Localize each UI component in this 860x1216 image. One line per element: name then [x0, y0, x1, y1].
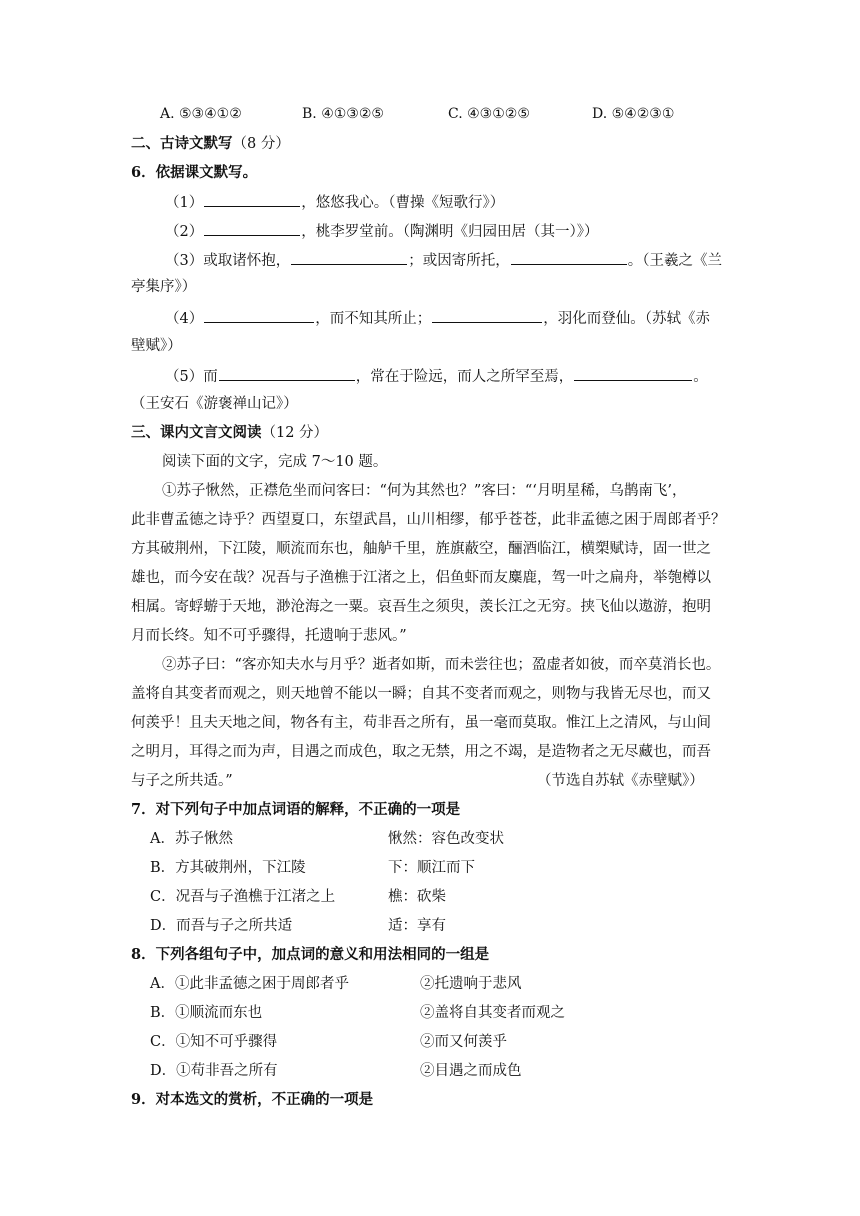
option-d: D. ⑤④②③① [592, 106, 675, 122]
choice-right: 愀然：容色改变状 [388, 831, 504, 847]
passage-line: 月而长终。知不可乎骤得，托遗响于悲风。” [131, 628, 407, 644]
question-stem: 8．下列各组句子中，加点词的意义和用法相同的一组是 [131, 946, 490, 963]
passage-line: 方其破荆州，下江陵，顺流而东也，舳舻千里，旌旗蔽空，酾酒临江，横槊赋诗，固一世之 [131, 541, 711, 557]
reading-intro: 阅读下面的文字，完成 7～10 题。 [162, 454, 388, 470]
choice-right: 适：享有 [388, 918, 446, 934]
dictation-line-4-cont: 壁赋》） [131, 338, 182, 354]
choice-left[interactable]: A．①此非孟德之困于周郎者乎 [150, 976, 349, 992]
choice-left[interactable]: B．①顺流而东也 [150, 1005, 263, 1021]
answer-blank[interactable] [204, 220, 300, 236]
passage-line: ①苏子愀然，正襟危坐而问客曰：“何为其然也？”客曰：“‘月明星稀，乌鹊南飞’， [162, 483, 687, 499]
section-score: （12 分） [261, 425, 329, 441]
option-c: C. ④③①②⑤ [448, 106, 530, 122]
answer-blank[interactable] [204, 191, 300, 207]
choice-right: 樵：砍柴 [388, 889, 446, 905]
choice-left[interactable]: C．①知不可乎骤得 [150, 1034, 278, 1050]
passage-line: 之明月，耳得之而为声，目遇之而成色，取之无禁，用之不竭，是造物者之无尽藏也，而吾 [131, 744, 711, 760]
choice-right: ②托遗响于悲风 [420, 976, 522, 992]
passage-line: 雄也，而今安在哉？况吾与子渔樵于江渚之上，侣鱼虾而友麋鹿，驾一叶之扁舟，举匏樽以 [131, 570, 711, 586]
passage-line: ②苏子曰：“客亦知夫水与月乎？逝者如斯，而未尝往也；盈虚者如彼，而卒莫消长也。 [162, 657, 721, 673]
passage-line: 盖将自其变者而观之，则天地曾不能以一瞬；自其不变者而观之，则物与我皆无尽也，而又 [131, 686, 711, 702]
option-b: B. ④①③②⑤ [302, 106, 384, 122]
section-title: 三、课内文言文阅读 [131, 425, 262, 441]
answer-blank[interactable] [219, 365, 355, 381]
dictation-line-5: （5）而 ，常在于险远，而人之所罕至焉， 。 [165, 365, 708, 387]
dictation-line-3: （3）或取诸怀抱， ；或因寄所托， 。（王羲之《兰 [165, 249, 722, 271]
choice-right: ②而又何羡乎 [420, 1034, 507, 1050]
question-stem: 7．对下列句子中加点词语的解释，不正确的一项是 [131, 801, 461, 818]
choice-left[interactable]: A．苏子愀然 [150, 831, 233, 847]
section-score: （8 分） [232, 136, 290, 152]
section-heading [131, 423, 328, 443]
section-title: 二、古诗文默写 [131, 136, 233, 152]
passage-line: 与子之所共适。” [131, 773, 233, 789]
passage-line: 此非曹孟德之诗乎？西望夏口，东望武昌，山川相缪，郁乎苍苍，此非孟德之困于周郎者乎？ [131, 512, 726, 528]
dictation-line-4: （4） ，而不知其所止； ，羽化而登仙。（苏轼《赤 [165, 307, 710, 329]
dictation-line-2: （2） ，桃李罗堂前。（陶渊明《归园田居（其一）》） [165, 220, 598, 242]
passage-line: 相属。寄蜉蝣于天地，渺沧海之一粟。哀吾生之须臾，羡长江之无穷。挟飞仙以遨游，抱明 [131, 599, 711, 615]
passage-source: （节选自苏轼《赤壁赋》） [537, 773, 704, 789]
answer-blank[interactable] [204, 307, 314, 323]
answer-blank[interactable] [432, 307, 542, 323]
answer-blank[interactable] [291, 249, 407, 265]
choice-left[interactable]: C．况吾与子渔樵于江渚之上 [150, 889, 336, 905]
dictation-line-1: （1） ，悠悠我心。（曹操《短歌行》） [165, 191, 504, 213]
choice-right: ②盖将自其变者而观之 [420, 1005, 565, 1021]
section-heading [131, 134, 290, 154]
choice-left[interactable]: D．而吾与子之所共适 [150, 918, 293, 934]
dictation-line-5-cont: （王安石《游褒禅山记》） [131, 396, 298, 412]
answer-blank[interactable] [574, 365, 692, 381]
choice-right: 下：顺江而下 [388, 860, 475, 876]
choice-left[interactable]: B．方其破荆州，下江陵 [150, 860, 306, 876]
question-stem: 9．对本选文的赏析，不正确的一项是 [131, 1091, 374, 1108]
answer-blank[interactable] [511, 249, 627, 265]
choice-right: ②目遇之而成色 [420, 1063, 522, 1079]
dictation-line-3-cont: 亭集序》） [131, 279, 197, 295]
passage-line: 何羡乎！且夫天地之间，物各有主，苟非吾之所有，虽一毫而莫取。惟江上之清风，与山间 [131, 715, 711, 731]
question-stem: 6．依据课文默写。 [131, 164, 258, 181]
choice-left[interactable]: D．①苟非吾之所有 [150, 1063, 278, 1079]
option-a: A. ⑤③④①② [160, 106, 242, 122]
